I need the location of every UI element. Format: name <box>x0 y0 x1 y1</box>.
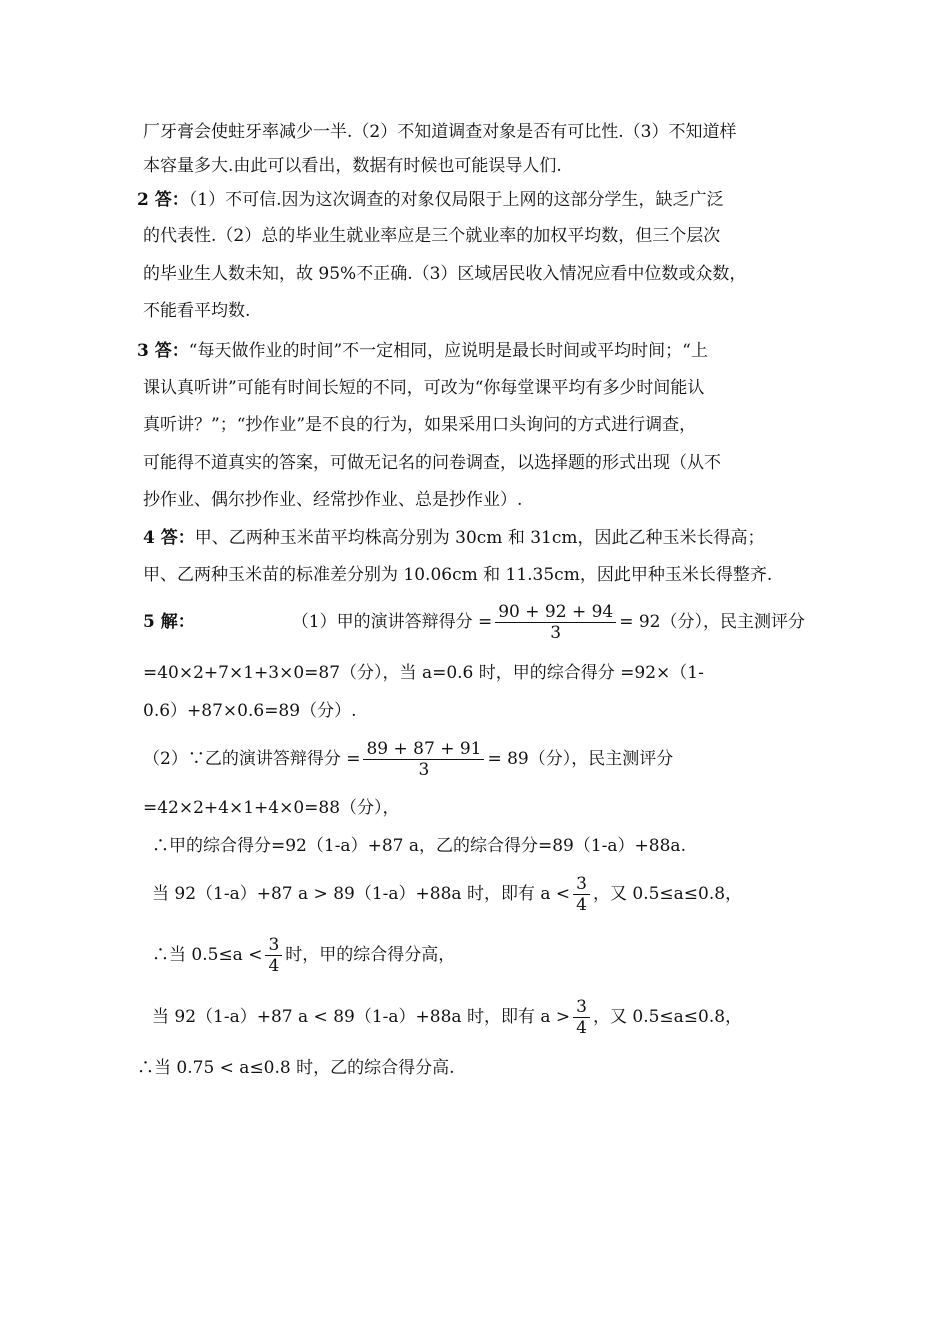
text-line: 抄作业、偶尔抄作业、经常抄作业、总是抄作业）. <box>143 490 523 510</box>
text-line: =40×2+7×1+3×0=87（分），当 a=0.6 时，甲的综合得分 =92×（1- <box>143 663 704 683</box>
text-line: 真听讲？”；“抄作业”是不良的行为，如果采用口头询问的方式进行调查， <box>143 415 697 435</box>
text-segment: = 89（分），民主测评分 <box>487 749 674 769</box>
text-line: 课认真听讲”可能有时间长短的不同，可改为“你每堂课平均有多少时间能认 <box>143 378 705 398</box>
fraction-denominator: 3 <box>550 623 562 643</box>
answer-3-label: 3 答： <box>137 341 189 361</box>
math-line <box>152 995 742 1039</box>
text-line: 的代表性.（2）总的毕业生就业率应是三个就业率的加权平均数，但三个层次 <box>143 226 721 246</box>
text-line: 甲、乙两种玉米苗的标准差分别为 10.06cm 和 11.35cm，因此甲种玉米长得整齐. <box>143 565 773 585</box>
answer-5-line <box>143 600 805 644</box>
fraction-denominator: 4 <box>576 895 587 915</box>
fraction-denominator: 4 <box>268 956 280 976</box>
fraction-yi-score <box>363 739 484 780</box>
answer-3 <box>137 340 708 362</box>
math-line <box>152 872 742 916</box>
fraction-denominator: 4 <box>576 1018 587 1038</box>
fraction-jia-score <box>495 602 616 643</box>
text-line: “每天做作业的时间”不一定相同，应说明是最长时间或平均时间；“上 <box>188 341 708 361</box>
text-line: ∴当 0.75 < a≤0.8 时，乙的综合得分高. <box>137 1058 455 1078</box>
text-segment: ∴当 0.5≤a < <box>152 945 263 965</box>
fraction-numerator: 3 <box>573 874 590 895</box>
text-line: 甲、乙两种玉米苗平均株高分别为 30cm 和 31cm，因此乙种玉米长得高； <box>194 528 765 548</box>
text-line: 厂牙膏会使蛀牙率减少一半.（2）不知道调查对象是否有可比性.（3）不知道样 <box>143 122 737 142</box>
text-segment: （2）∵乙的演讲答辩得分 = <box>143 749 361 769</box>
text-segment: = 92（分），民主测评分 <box>619 612 805 632</box>
text-segment: 时，甲的综合得分高， <box>285 945 456 965</box>
math-line <box>292 600 805 644</box>
fraction-numerator: 3 <box>265 935 282 956</box>
fraction-numerator: 90 + 92 + 94 <box>495 602 616 623</box>
fraction-three-quarters <box>573 874 590 915</box>
answer-4-label: 4 答： <box>143 528 195 548</box>
fraction-numerator: 89 + 87 + 91 <box>363 739 484 760</box>
answer-4 <box>143 527 765 549</box>
text-segment: 当 92（1-a）+87 a > 89（1-a）+88a 时，即有 a < <box>152 884 571 904</box>
fraction-denominator: 3 <box>418 760 430 780</box>
text-line: （1）不可信.因为这次调查的对象仅局限于上网的这部分学生，缺乏广泛 <box>188 190 724 210</box>
text-line: 可能得不道真实的答案，可做无记名的问卷调查，以选择题的形式出现（从不 <box>143 453 721 473</box>
text-line: 本容量多大.由此可以看出，数据有时候也可能误导人们. <box>143 156 562 176</box>
math-line <box>143 737 805 781</box>
answer-5-label: 5 解： <box>143 612 195 632</box>
math-line <box>152 933 455 977</box>
text-line: 的毕业生人数未知，故 95%不正确.（3）区域居民收入情况应看中位数或众数， <box>143 264 747 284</box>
text-line: 0.6）+87×0.6=89（分）. <box>143 701 357 721</box>
text-segment: ，又 0.5≤a≤0.8， <box>592 1007 743 1027</box>
text-line: 不能看平均数. <box>143 301 251 321</box>
answer-2 <box>137 189 723 211</box>
text-line: =42×2+4×1+4×0=88（分）， <box>143 798 400 818</box>
text-segment: （1）甲的演讲答辩得分 = <box>291 612 493 632</box>
fraction-three-quarters <box>573 997 590 1038</box>
fraction-three-quarters <box>265 935 282 976</box>
answer-2-label: 2 答： <box>137 190 189 210</box>
text-segment: 当 92（1-a）+87 a < 89（1-a）+88a 时，即有 a > <box>152 1007 571 1027</box>
text-segment: ，又 0.5≤a≤0.8， <box>592 884 743 904</box>
text-line: ∴甲的综合得分=92（1-a）+87 a，乙的综合得分=89（1-a）+88a. <box>152 836 686 856</box>
fraction-numerator: 3 <box>573 997 590 1018</box>
